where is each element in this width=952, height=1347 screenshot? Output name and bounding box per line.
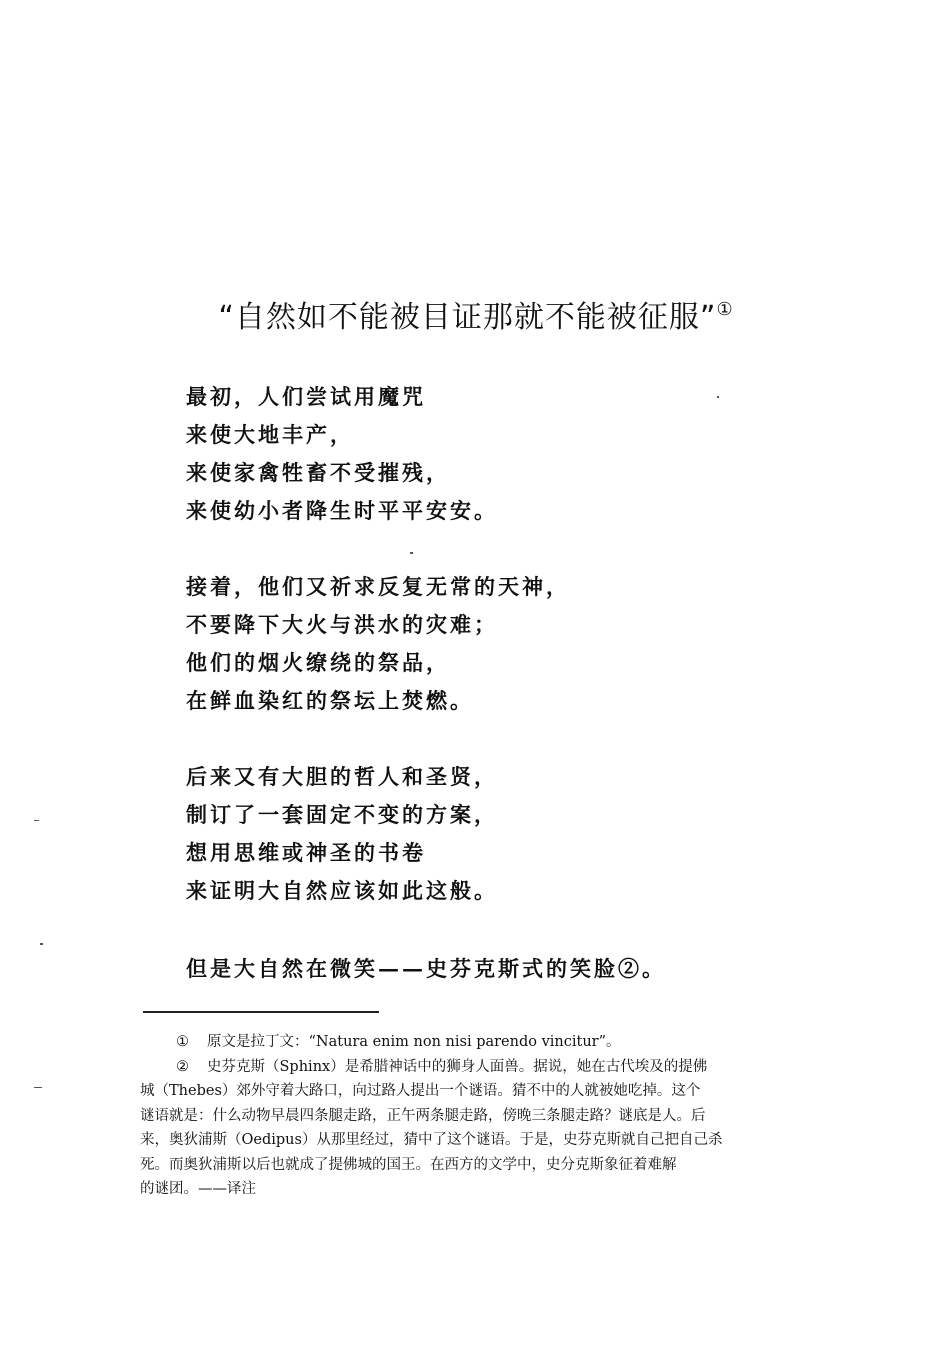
poem-title-text: “自然如不能被目证那就不能被征服” — [218, 300, 717, 335]
footnote-2-text: 史芬克斯（Sphinx）是希腊神话中的狮身人面兽。据说，她在古代埃及的提佛 — [207, 1058, 708, 1075]
footnote-2-line: 谜语就是：什么动物早晨四条腿走路，正午两条腿走路，傍晚三条腿走路？谜底是人。后 — [140, 1107, 706, 1124]
scan-speck — [40, 943, 43, 945]
final-line-row — [186, 950, 666, 988]
footnote-2-marker: ② — [176, 1058, 189, 1075]
poem-line: 在鲜血染红的祭坛上焚燃。 — [186, 688, 474, 713]
poem-line: 来使家禽牲畜不受摧残， — [186, 460, 450, 485]
footnote-2-line: 城（Thebes）郊外守着大路口，向过路人提出一个谜语。猜不中的人就被她吃掉。这个 — [140, 1083, 701, 1099]
footnote-1-marker: ① — [176, 1034, 189, 1050]
footnote-2-line: 来，奥狄浦斯（Oedipus）从那里经过，猜中了这个谜语。于是，史芬克斯就自己把自己杀 — [140, 1132, 723, 1148]
poem-line: 来使幼小者降生时平平安安。 — [186, 498, 498, 523]
scan-speck — [34, 820, 39, 821]
final-line — [186, 950, 666, 988]
poem-line: 不要降下大火与洪水的灾难； — [186, 612, 498, 637]
footnote-2-line — [140, 1055, 820, 1080]
final-line-text: 但是大自然在微笑——史芬克斯式的笑脸 — [186, 956, 618, 981]
poem-title — [140, 292, 812, 336]
scan-speck — [410, 552, 413, 554]
poem-line: 后来又有大胆的哲人和圣贤， — [186, 764, 498, 789]
footnote-divider — [143, 1011, 379, 1013]
final-line-footnote-marker: ② — [618, 956, 642, 981]
scan-speck — [717, 396, 719, 398]
footnote-2-line: 死。而奥狄浦斯以后也就成了提佛城的国王。在西方的文学中，史分克斯象征着难解 — [140, 1156, 677, 1173]
poem-line: 接着，他们又祈求反复无常的天神， — [186, 574, 570, 599]
stanza-3 — [186, 758, 498, 910]
scan-speck — [34, 1087, 42, 1088]
poem-line: 来使大地丰产， — [186, 422, 354, 447]
final-line-end: 。 — [642, 956, 666, 981]
poem-line: 最初，人们尝试用魔咒 — [186, 384, 426, 409]
footnote-2-line: 的谜团。——译注 — [140, 1181, 256, 1197]
poem-line: 制订了一套固定不变的方案， — [186, 802, 498, 827]
footnotes — [140, 1030, 820, 1202]
poem-line: 想用思维或神圣的书卷 — [186, 840, 426, 865]
poem-line: 来证明大自然应该如此这般。 — [186, 878, 498, 903]
poem-line: 他们的烟火缭绕的祭品， — [186, 650, 450, 675]
stanza-1 — [186, 378, 498, 530]
stanza-2 — [186, 568, 570, 720]
title-footnote-marker: ① — [716, 299, 734, 320]
footnote-1-text: 原文是拉丁文：“Natura enim non nisi parendo vincitur”。 — [207, 1034, 621, 1050]
footnote-1 — [140, 1030, 820, 1055]
